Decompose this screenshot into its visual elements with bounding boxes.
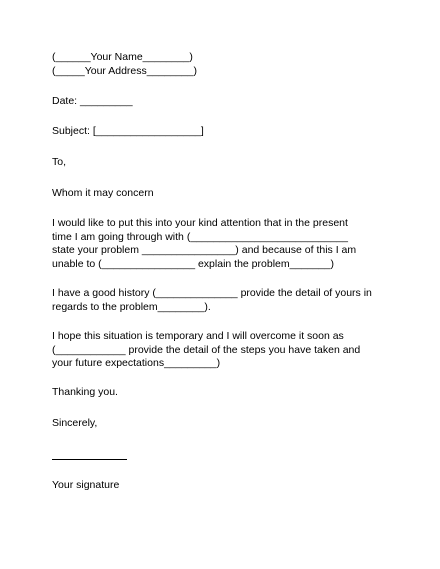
closing-line: Sincerely, — [52, 417, 98, 429]
sender-block — [52, 51, 392, 78]
paragraph-1-line: time I am going through with (___________________________ — [52, 230, 348, 243]
date-line: Date: _________ — [52, 95, 133, 107]
signature-line — [52, 459, 127, 460]
subject-line: Subject: [__________________] — [52, 125, 204, 137]
paragraph-2-line: I have a good history (______________ provide the detail of yours in — [52, 287, 372, 299]
paragraph-3-line: (____________ provide the detail of the steps you have taken and — [52, 343, 361, 356]
paragraph-1-line: unable to (________________ explain the problem_______) — [52, 257, 334, 270]
salutation-line: Whom it may concern — [52, 187, 154, 199]
date-block — [52, 95, 392, 109]
thanks-line: Thanking you. — [52, 386, 118, 398]
paragraph-2 — [52, 287, 392, 314]
salutation-block — [52, 187, 392, 201]
sender-name-line: (______Your Name________) — [52, 51, 193, 63]
paragraph-1-line: I would like to put this into your kind attention that in the present — [52, 217, 348, 229]
signature-block — [52, 479, 392, 493]
to-line: To, — [52, 156, 67, 168]
signature-label: Your signature — [52, 479, 120, 491]
subject-block — [52, 125, 392, 139]
recipient-block — [52, 156, 392, 170]
closing-block — [52, 417, 392, 431]
paragraph-2-line: regards to the problem________). — [52, 300, 211, 313]
thanks-block — [52, 386, 392, 400]
paragraph-3 — [52, 330, 392, 371]
paragraph-3-line: your future expectations_________) — [52, 357, 221, 369]
sender-address-line: (_____Your Address________) — [52, 64, 197, 77]
paragraph-3-line: I hope this situation is temporary and I will overcome it soon as — [52, 330, 344, 342]
paragraph-1-line: state your problem ________________) and because of this I am — [52, 244, 357, 256]
paragraph-1 — [52, 217, 392, 271]
